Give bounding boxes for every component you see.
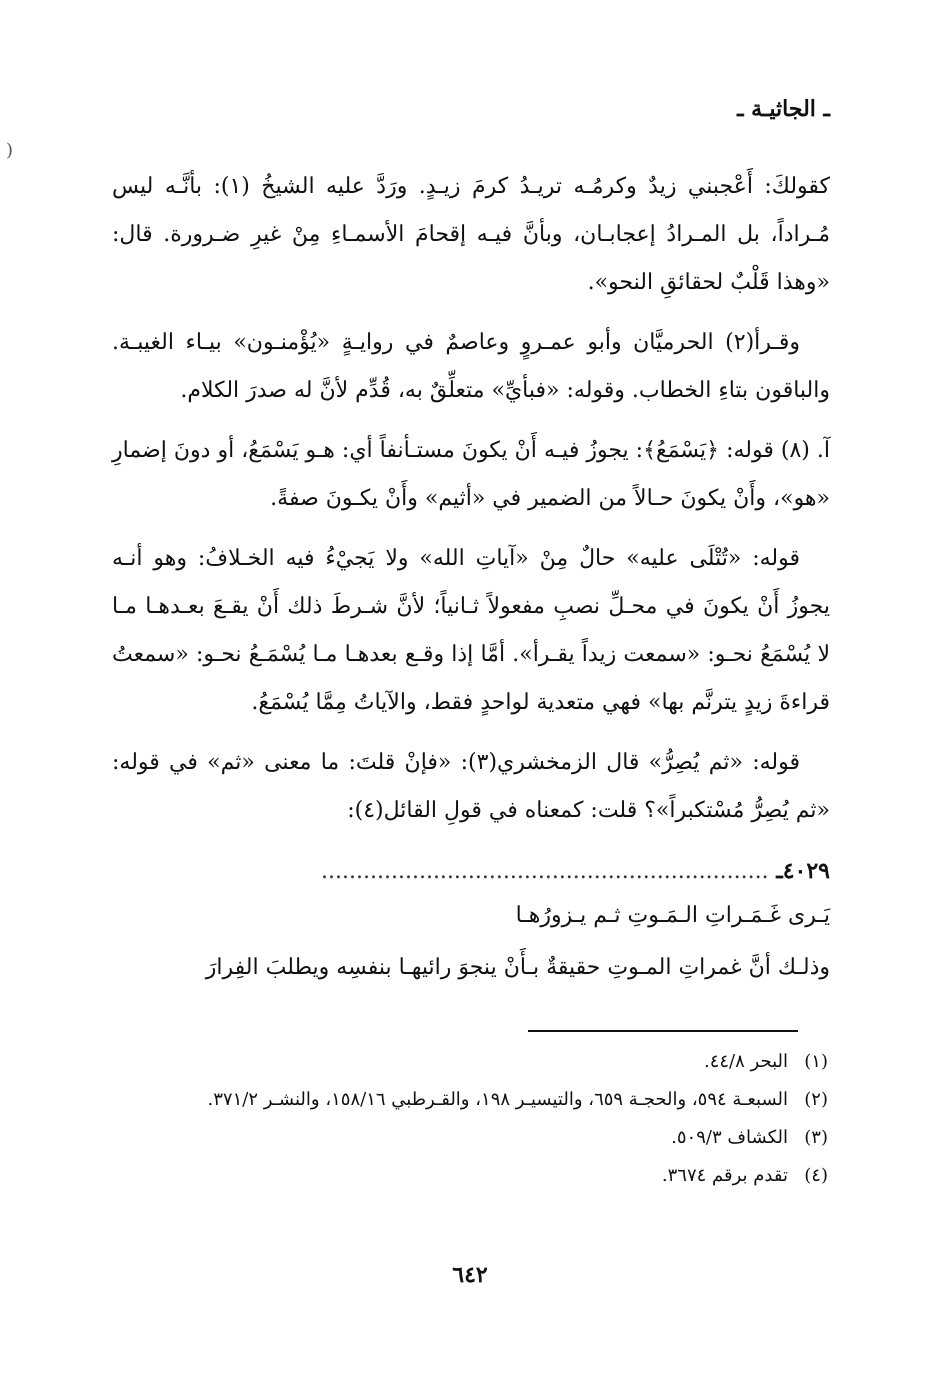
body-text	[112, 163, 830, 847]
verse-dots: ................................................................	[321, 859, 769, 884]
footnote-text: البحر ٤٤/٨.	[703, 1051, 788, 1072]
paragraph-3: آ. (٨) قوله: ﴿يَسْمَعُ﴾: يجوزُ فيـه أَنْ يكونَ مستـأنفاً أي: هـو يَسْمَعُ، أو دونَ إضمارِ «هو»، وأَنْ يكونَ حـالاً من الضمير في «أثيم» وأَنْ يكـونَ صفةً.	[112, 438, 831, 511]
footnote-text: الكشاف ٥٠٩/٣.	[671, 1127, 788, 1148]
footnotes	[112, 1044, 828, 1196]
running-header: ـ الجاثيـة ـ	[737, 96, 830, 122]
verse-marker	[110, 858, 830, 884]
paragraph-5: قوله: «ثم يُصِرُّ» قال الزمخشري(٣): «فإنْ قلتَ: ما معنى «ثم» في قوله: «ثم يُصِرُّ مُسْتكبراً»؟ قلت: كمعناه في قولِ القائل(٤):	[112, 750, 830, 823]
footnote	[112, 1158, 828, 1194]
page-number: ٦٤٢	[452, 1262, 488, 1288]
verse-line-1: يَـرى غَـمَـراتِ الـمَـوتِ ثـم يـزورُهـا	[515, 903, 830, 928]
paragraph-1: كقولكَ: أَعْجبني زيدٌ وكرمُـه تريـدُ كرمَ زيـدٍ. ورَدَّ عليه الشيخُ (١): بأنَّـه ليس مُـراداً، بل المـرادُ إعجابـان، وبأنَّ فيـه إقحامَ الأسمـاءِ مِنْ غيرِ ضـرورة. قال: «وهذا قَلْبٌ لحقائقِ النحو».	[112, 174, 830, 295]
paragraph-4: قوله: «تُتْلَى عليه» حالٌ مِنْ «آياتِ الله» ولا يَجيْءُ فيه الخـلافُ: وهو أنـه يجوزُ أَنْ يكونَ في محـلِّ نصبِ مفعولاً ثـانياً؛ لأنَّ شـرطَ ذلك أَنْ يقـعَ بعـدهـا مـا لا يُسْمَعُ نحـو: «سمعت زيداً يقـرأ». أمَّا إذا وقـع بعدهـا مـا يُسْمَـعُ نحـو: «سمعتُ قراءةَ زيدٍ يترنَّم بها» فهي متعدية لواحدٍ فقط، والآياتُ مِمَّا يُسْمَعُ.	[112, 546, 830, 715]
footnote-number: (٢)	[804, 1089, 828, 1110]
footnote-text: السبعـة ٥٩٤، والحجـة ٦٥٩، والتيسيـر ١٩٨، والقـرطبي ١٥٨/١٦، والنشـر ٣٧١/٢.	[207, 1089, 788, 1110]
footnote	[112, 1044, 828, 1080]
footnote	[112, 1120, 828, 1156]
footnote-number: (١)	[804, 1051, 828, 1072]
verse-line-2: وذلـك أنَّ غمراتِ المـوتِ حقيقةٌ بـأَنْ ينجوَ رائيهـا بنفسِه ويطلبَ الفِرارَ	[205, 955, 830, 980]
margin-mark: (	[6, 140, 14, 161]
paragraph-2: وقـرأ(٢) الحرميَّان وأبو عمـروٍ وعاصمٌ في روايـةٍ «يُؤْمنـون» بيـاء الغيبـة. والباقون بتاءِ الخطاب. وقوله: «فبأيِّ» متعلِّقٌ به، قُدِّم لأنَّ له صدرَ الكلام.	[112, 330, 830, 403]
footnote	[112, 1082, 828, 1118]
footnote-number: (٤)	[804, 1165, 828, 1186]
footnote-divider	[528, 1030, 798, 1032]
footnote-number: (٣)	[804, 1127, 828, 1148]
footnote-text: تقدم برقم ٣٦٧٤.	[661, 1165, 788, 1186]
verse-number: ٤٠٢٩ـ	[776, 858, 830, 884]
